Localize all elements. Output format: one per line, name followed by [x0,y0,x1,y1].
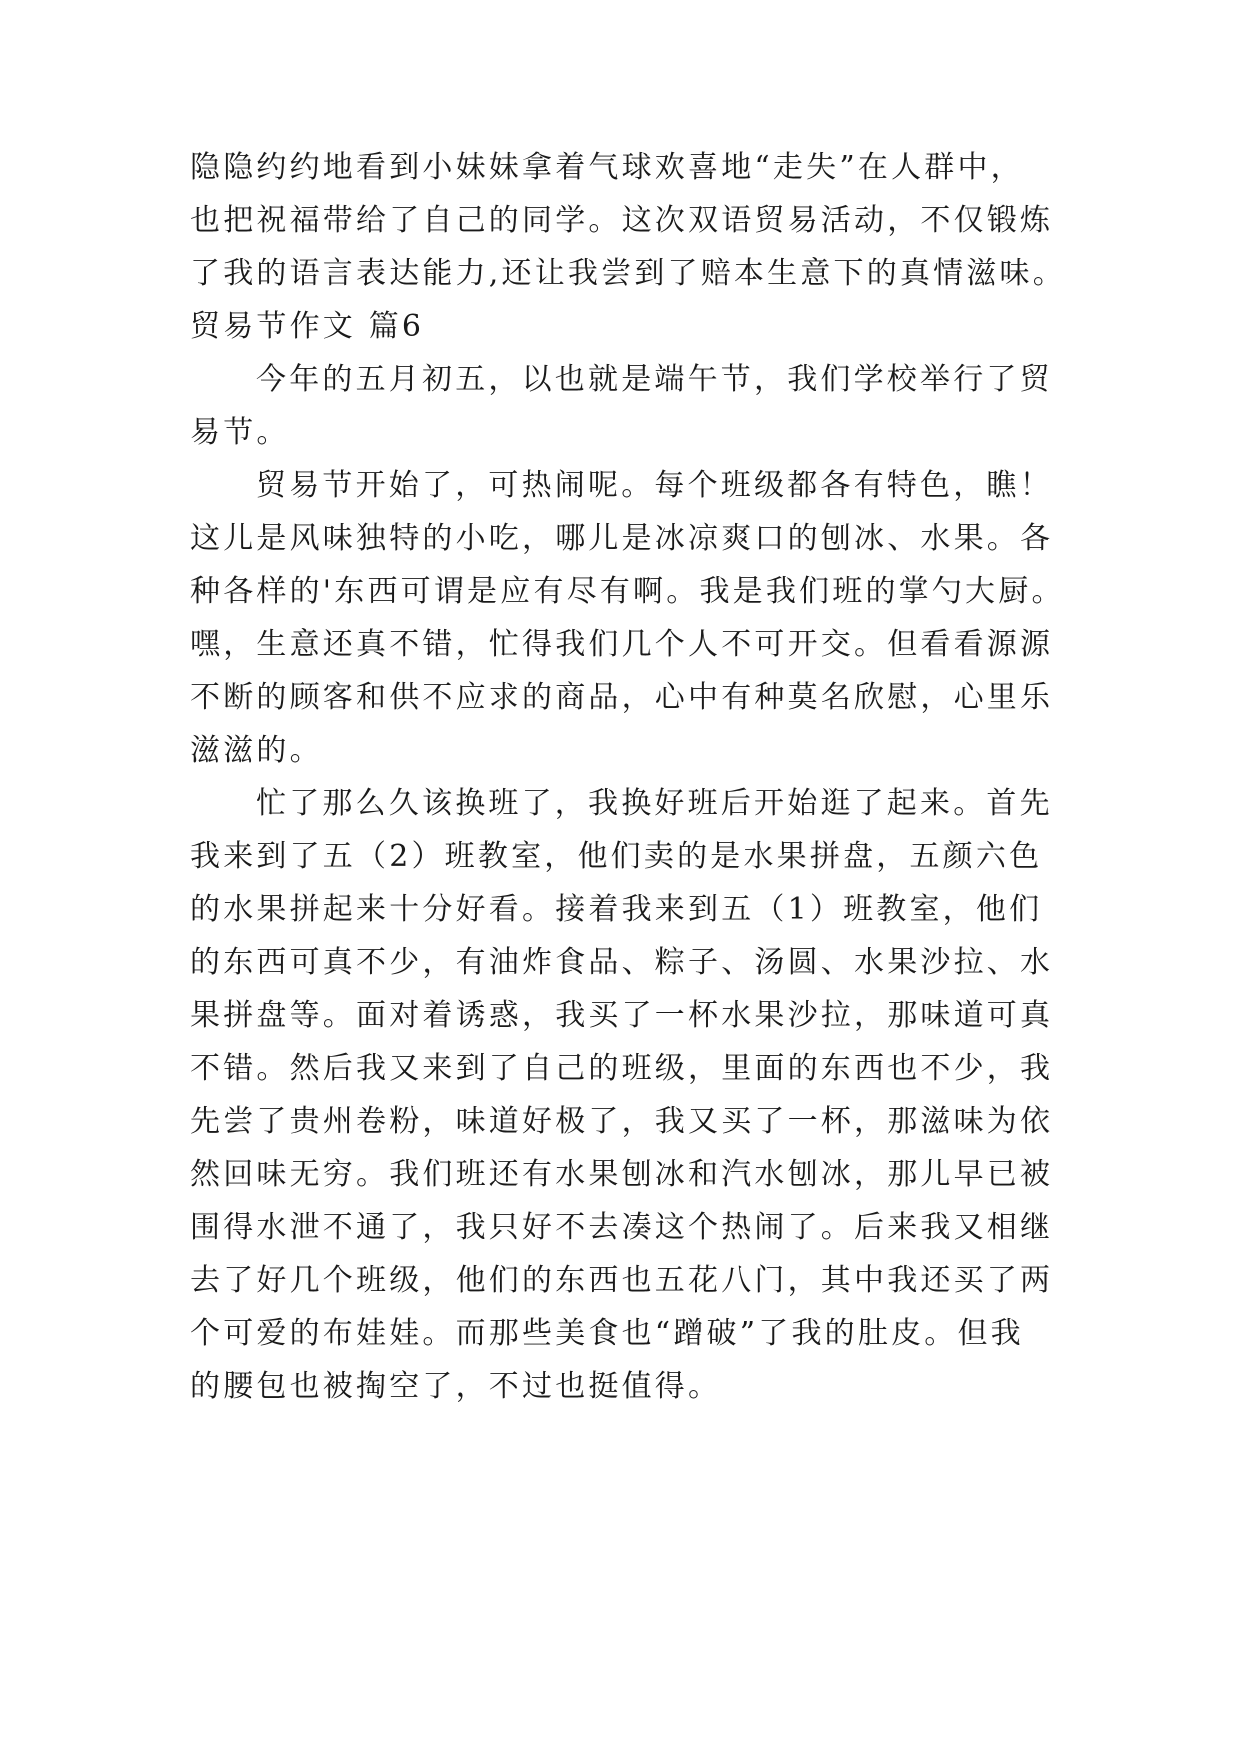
text-line: 隐隐约约地看到小妹妹拿着气球欢喜地“走失”在人群中， [190,150,1024,185]
text-line: 忙了那么久该换班了，我换好班后开始逛了起来。首先 [256,786,1053,821]
text-line: 围得水泄不通了，我只好不去凑这个热闹了。后来我又相继 [190,1210,1054,1245]
text-line: 今年的五月初五，以也就是端午节，我们学校举行了贸 [256,362,1053,397]
text-line: 我来到了五（2）班教室，他们卖的是水果拼盘，五颜六色 [190,839,1043,874]
text-line: 果拼盘等。面对着诱惑，我买了一杯水果沙拉，那味道可真 [190,998,1054,1033]
text-line: 然回味无穷。我们班还有水果刨冰和汽水刨冰，那儿早已被 [190,1157,1054,1192]
text-line: 的水果拼起来十分好看。接着我来到五（1）班教室，他们 [190,892,1043,927]
text-line: 先尝了贵州卷粉，味道好极了，我又买了一杯，那滋味为依 [190,1104,1054,1139]
text-line: 易节。 [190,415,290,450]
text-line: 种各样的'东西可谓是应有尽有啊。我是我们班的掌勺大厨。 [190,574,1065,609]
text-line: 嘿，生意还真不错，忙得我们几个人不可开交。但看看源源 [190,627,1054,662]
text-line: 的腰包也被掏空了，不过也挺值得。 [190,1369,722,1404]
text-line: 个可爱的布娃娃。而那些美食也“蹭破”了我的肚皮。但我 [190,1316,1024,1351]
text-line: 去了好几个班级，他们的东西也五花八门，其中我还买了两 [190,1263,1054,1298]
text-line: 也把祝福带给了自己的同学。这次双语贸易活动，不仅锻炼 [190,203,1054,238]
text-line: 的东西可真不少，有油炸食品、粽子、汤圆、水果沙拉、水 [190,945,1054,980]
text-line: 滋滋的。 [190,733,323,768]
text-line: 不断的顾客和供不应求的商品，心中有种莫名欣慰，心里乐 [190,680,1054,715]
text-line: 了我的语言表达能力,还让我尝到了赔本生意下的真情滋味。 [190,256,1066,291]
text-line: 贸易节开始了，可热闹呢。每个班级都各有特色，瞧！ [256,468,1053,503]
text-line: 不错。然后我又来到了自己的班级，里面的东西也不少，我 [190,1051,1054,1086]
text-line: 这儿是风味独特的小吃，哪儿是冰凉爽口的刨冰、水果。各 [190,521,1054,556]
section-heading: 贸易节作文 篇6 [190,309,425,344]
